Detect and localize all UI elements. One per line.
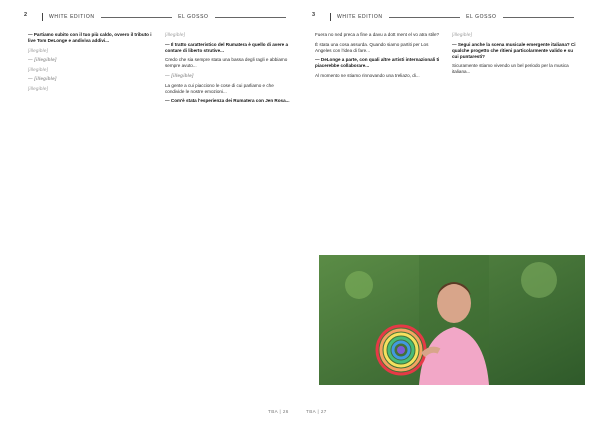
interview-answer: [illegible] <box>28 66 49 72</box>
interview-answer: Sicuramente stiamo vivendo un bel periodo per la musica italiana... <box>452 63 569 75</box>
header-separator <box>42 13 43 21</box>
interview-answer: È stata una cosa assurda. Quando siamo partiti per Los Angeles con l'idea di fare... <box>315 41 429 53</box>
article-column-1 <box>28 32 156 96</box>
artist-photo <box>319 255 585 385</box>
right-page-number: 3 <box>312 12 316 18</box>
interview-question: — Segui anche la scena musicale emergente italiana? Ci qualche progetto che ritieni particolarmente valido e su cui puntaresti? <box>452 41 576 59</box>
interview-question: — Com'è stata l'esperienza dei Rumatera con Jen Rosa... <box>165 98 290 104</box>
interview-question: — [illegible] <box>28 57 57 63</box>
right-section-title: WHITE EDITION <box>337 14 383 20</box>
interview-answer: [illegible] <box>28 47 49 53</box>
left-section-title: WHITE EDITION <box>49 14 95 20</box>
interview-answer: Fuera no ned preca a fine a davu a dott ment el vo atra stile? <box>315 32 440 37</box>
interview-answer: [illegible] <box>28 86 49 92</box>
article-column-4 <box>452 32 580 79</box>
interview-answer: [illegible] <box>165 32 186 37</box>
article-column-2 <box>165 32 293 108</box>
header-rule <box>503 17 574 18</box>
interview-question: — Il tratto caratteristico del Rumatera è quello di avere a contare di liberto strutive... <box>165 41 289 53</box>
article-column-3 <box>315 32 443 83</box>
interview-question: — [illegible] <box>165 72 194 78</box>
right-page-footer: TBA | 27 <box>306 409 327 414</box>
left-page-header <box>24 11 292 23</box>
interview-answer: Credo che sia sempre stata una bassa degli ragli e abbiamo sempre avuto... <box>165 57 288 69</box>
left-page-footer: TBA | 26 <box>268 409 289 414</box>
interview-question: — [illegible] <box>28 76 57 82</box>
interview-answer: Al momento ne stiamo rinnovando una treliazo, di... <box>315 72 420 78</box>
interview-question: — Partiamo subito con il tuo più caldo, ovvero il tributo i live Tom DeLonge e andiviva addivi... <box>28 32 152 44</box>
header-rule <box>101 17 172 18</box>
left-page-number: 2 <box>24 12 28 18</box>
header-rule <box>389 17 460 18</box>
interview-question: — DeLonge a parte, con quali altre artisti internazionali ti piacerebbe collaborare... <box>315 57 440 69</box>
header-rule <box>215 17 286 18</box>
header-separator <box>330 13 331 21</box>
right-page-header <box>312 11 580 23</box>
right-artist-name: EL GOSSO <box>466 14 497 20</box>
interview-answer: La gente a cui piacciono le cose di cui parliamo e che condivide le nostre emozioni... <box>165 82 274 94</box>
interview-answer: [illegible] <box>452 32 473 37</box>
left-artist-name: EL GOSSO <box>178 14 209 20</box>
